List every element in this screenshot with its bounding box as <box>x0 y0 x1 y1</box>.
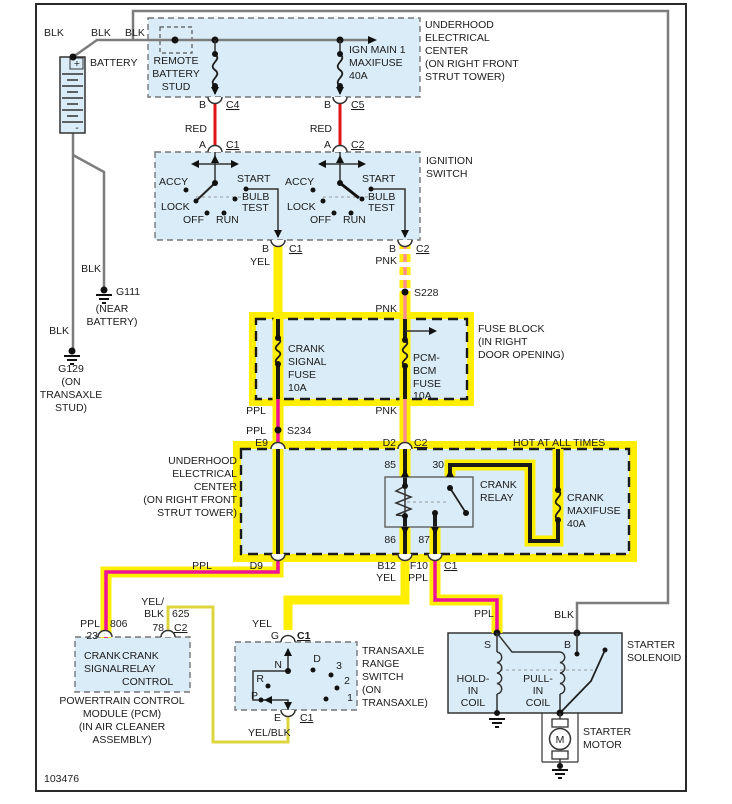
pcm-name-3: (IN AIR CLEANER <box>78 721 166 733</box>
trs-pos-2: 2 <box>344 675 350 687</box>
conn-c2-pcm: C2 <box>174 622 188 634</box>
conn-c5: C5 <box>351 99 365 111</box>
trs-label-1: TRANSAXLE <box>362 645 425 657</box>
conn-b12-label: B12 <box>377 560 396 572</box>
stud-line1: REMOTE <box>153 55 199 67</box>
hold-in-3: COIL <box>460 697 486 709</box>
conn-c4: C4 <box>226 99 240 111</box>
pin-a-c1: A <box>198 139 206 151</box>
hold-in-1: HOLD- <box>456 673 490 685</box>
pnk-label-2: PNK <box>375 303 397 315</box>
off-left: OFF <box>183 214 204 226</box>
off-right: OFF <box>310 214 331 226</box>
uec1-line4: (ON RIGHT FRONT <box>425 58 519 70</box>
run-right: RUN <box>343 214 366 226</box>
connector-pcm-23 <box>98 631 112 637</box>
battery-plus: + <box>73 58 81 70</box>
uec2-line3: CENTER <box>193 481 237 493</box>
yelblk-label: YEL/BLK <box>248 727 291 739</box>
fuse-block-label-1: FUSE BLOCK <box>478 323 545 335</box>
accy-left: ACCY <box>159 176 189 188</box>
pcm-crank-signal-2: SIGNAL <box>84 663 123 675</box>
bulb-right: BULB <box>368 191 396 203</box>
pin-b-c1: B <box>261 243 269 255</box>
battery-symbol <box>60 54 85 134</box>
trs-pos-3: 3 <box>336 660 342 672</box>
solenoid-label-2: SOLENOID <box>627 652 682 664</box>
yel-label-b12: YEL <box>376 572 396 584</box>
ppl-label-pcm: PPL <box>80 618 100 630</box>
bulb-left: BULB <box>242 191 270 203</box>
pcm-bcm-fuse-2: BCM <box>413 365 437 377</box>
conn-e9-label: E9 <box>255 437 268 449</box>
fuse-block-label-3: DOOR OPENING) <box>478 349 565 361</box>
ppl-label-d9: PPL <box>192 560 212 572</box>
crank-signal-fuse-1: CRANK <box>288 343 325 355</box>
yel-label-1: YEL <box>250 256 270 268</box>
g129-loc-3: STUD) <box>54 402 88 414</box>
ppl-label-solenoid: PPL <box>474 608 494 620</box>
conn-f10-label: F10 <box>409 560 428 572</box>
g111-label: G111 <box>116 286 141 298</box>
pcm-pin-78: 78 <box>152 622 164 634</box>
blk-label-g111: BLK <box>81 263 101 275</box>
blk-label-2: BLK <box>91 27 111 39</box>
crank-maxifuse-2: MAXIFUSE <box>567 505 621 517</box>
lock-left: LOCK <box>161 201 190 213</box>
pcm-name-1: POWERTRAIN CONTROL <box>59 695 185 707</box>
red-label-2: RED <box>309 123 332 135</box>
pcm-bcm-fuse-3: FUSE <box>413 378 442 390</box>
trs-label-2: RANGE <box>362 658 400 670</box>
g129-label: G129 <box>58 363 84 375</box>
connector-d9 <box>271 554 285 561</box>
uec1-line1: UNDERHOOD <box>425 19 494 31</box>
connector-f10 <box>428 554 442 561</box>
trs-pos-r: R <box>256 673 264 685</box>
g111-loc-2: BATTERY) <box>86 316 138 328</box>
g129-loc-2: TRANSAXLE <box>39 389 103 401</box>
ign-maxifuse-line2: MAXIFUSE <box>349 57 403 69</box>
connector-b-c4 <box>208 97 222 104</box>
connector-e9 <box>271 443 285 449</box>
trs-label-4: (ON <box>362 684 382 696</box>
uec2-line2: ELECTRICAL <box>172 468 237 480</box>
ign-maxifuse-line3: 40A <box>349 70 368 82</box>
connector-a-c1 <box>208 146 222 152</box>
blk-label-solenoid: BLK <box>554 609 574 621</box>
trs-pos-p: P <box>250 690 258 702</box>
ppl-label-f10: PPL <box>408 572 428 584</box>
ignition-label-2: SWITCH <box>426 168 468 180</box>
trs-pos-d: D <box>313 653 321 665</box>
splice-s228 <box>402 289 409 296</box>
splice-s234 <box>275 427 282 434</box>
run-left: RUN <box>216 214 239 226</box>
connector-g-c1 <box>281 636 295 643</box>
crank-maxifuse-1: CRANK <box>567 492 604 504</box>
pcm-crank-relay-1: CRANK <box>122 650 159 662</box>
test-right: TEST <box>368 202 395 214</box>
uec1-line3: CENTER <box>425 45 469 57</box>
connector-d2-c2 <box>398 443 412 449</box>
pin-b-c2: B <box>388 243 396 255</box>
pcm-crank-relay-3: CONTROL <box>122 676 174 688</box>
conn-c1-bot: C1 <box>289 243 303 255</box>
red-label-1: RED <box>184 123 207 135</box>
uec1-line5: STRUT TOWER) <box>425 71 505 83</box>
uec1-line2: ELECTRICAL <box>425 32 490 44</box>
yel-slash-label: YEL/ <box>141 596 164 608</box>
trs-label-3: SWITCH <box>362 671 404 683</box>
conn-c2-ign: C2 <box>351 139 365 151</box>
blk-label-g129: BLK <box>49 325 69 337</box>
connector-a-c2 <box>333 146 347 152</box>
hot-at-all-times: HOT AT ALL TIMES <box>513 437 606 449</box>
blk-label-1: BLK <box>44 27 64 39</box>
connector-b-c1 <box>271 240 285 247</box>
crank-signal-fuse-2: SIGNAL <box>288 356 327 368</box>
pcm-crank-relay-2: RELAY <box>122 663 156 675</box>
pcm-bcm-fuse-1: PCM- <box>413 352 440 364</box>
conn-c1-uec: C1 <box>444 560 458 572</box>
splice-s228-label: S228 <box>414 287 439 299</box>
hold-in-2: IN <box>467 685 479 697</box>
yel-label-g: YEL <box>252 618 272 630</box>
conn-c1-trs-top: C1 <box>297 630 311 642</box>
terminal-s: S <box>483 639 491 651</box>
connector-b-c2 <box>398 240 412 247</box>
conn-c2-bot: C2 <box>416 243 430 255</box>
pcm-pin-23: 23 <box>86 630 98 642</box>
motor-label-1: STARTER <box>583 726 632 738</box>
pnk-label-3: PNK <box>375 405 397 417</box>
conn-g-label: G <box>270 630 279 642</box>
pcm-name-4: ASSEMBLY) <box>92 734 152 746</box>
pull-in-3: COIL <box>525 697 551 709</box>
conn-d2-label: D2 <box>382 437 396 449</box>
trs-pos-1: 1 <box>347 692 353 704</box>
g111-loc-1: (NEAR <box>95 303 129 315</box>
pin-a-c2: A <box>323 139 331 151</box>
terminal-b: B <box>563 639 571 651</box>
connector-e-c1 <box>281 710 295 717</box>
pull-in-2: IN <box>532 685 544 697</box>
accy-right: ACCY <box>285 176 315 188</box>
uec2-line5: STRUT TOWER) <box>157 507 237 519</box>
ppl-label-2: PPL <box>246 425 266 437</box>
crank-signal-fuse-3: FUSE <box>288 369 317 381</box>
pin-b-c4: B <box>198 99 206 111</box>
battery-minus: - <box>75 122 79 134</box>
solenoid-label-1: STARTER <box>627 639 676 651</box>
motor-label-2: MOTOR <box>583 739 622 751</box>
pcm-bcm-fuse-4: 10A <box>413 390 432 402</box>
test-left: TEST <box>242 202 269 214</box>
conn-d9-label: D9 <box>249 560 263 572</box>
stud-line3: STUD <box>161 81 191 93</box>
crank-relay-label-2: RELAY <box>480 492 514 504</box>
uec2-line1: UNDERHOOD <box>168 455 237 467</box>
doc-number: 103476 <box>44 773 80 785</box>
blk-label-pcm: BLK <box>144 608 164 620</box>
uec2-line4: (ON RIGHT FRONT <box>143 494 237 506</box>
pin-b-c5: B <box>323 99 331 111</box>
fuse-block-label-2: (IN RIGHT <box>478 336 528 348</box>
stud-line2: BATTERY <box>152 68 200 80</box>
start-right: START <box>362 173 396 185</box>
circuit-625: 625 <box>172 608 190 620</box>
motor-m: M <box>555 734 565 746</box>
splice-s234-label: S234 <box>287 425 312 437</box>
conn-c1-trs-bot: C1 <box>300 712 314 724</box>
trs-pos-n: N <box>274 659 282 671</box>
pull-in-1: PULL- <box>523 673 553 685</box>
pnk-label-1: PNK <box>375 255 397 267</box>
connector-b-c5 <box>333 97 347 104</box>
conn-e-label: E <box>273 712 281 724</box>
ign-maxifuse-line1: IGN MAIN 1 <box>349 44 406 56</box>
conn-c1-ign: C1 <box>226 139 240 151</box>
conn-c2-uec: C2 <box>414 437 428 449</box>
relay-pin-87: 87 <box>418 534 430 546</box>
crank-signal-fuse-4: 10A <box>288 382 307 394</box>
lock-right: LOCK <box>287 201 316 213</box>
blk-label-3: BLK <box>125 27 145 39</box>
ppl-label-1: PPL <box>246 405 266 417</box>
pcm-name-2: MODULE (PCM) <box>82 708 162 720</box>
relay-pin-30: 30 <box>432 459 444 471</box>
battery-label: BATTERY <box>90 57 138 69</box>
circuit-806: 806 <box>110 618 128 630</box>
start-left: START <box>237 173 271 185</box>
trs-label-5: TRANSAXLE) <box>362 697 428 709</box>
ignition-label-1: IGNITION <box>426 155 473 167</box>
pcm-crank-signal-1: CRANK <box>84 650 121 662</box>
ppl-wire-fuse-to-uec <box>275 399 282 449</box>
g129-loc-1: (ON <box>61 376 81 388</box>
crank-maxifuse-3: 40A <box>567 518 586 530</box>
crank-relay-label-1: CRANK <box>480 479 517 491</box>
relay-pin-85: 85 <box>384 459 396 471</box>
relay-pin-86: 86 <box>384 534 396 546</box>
